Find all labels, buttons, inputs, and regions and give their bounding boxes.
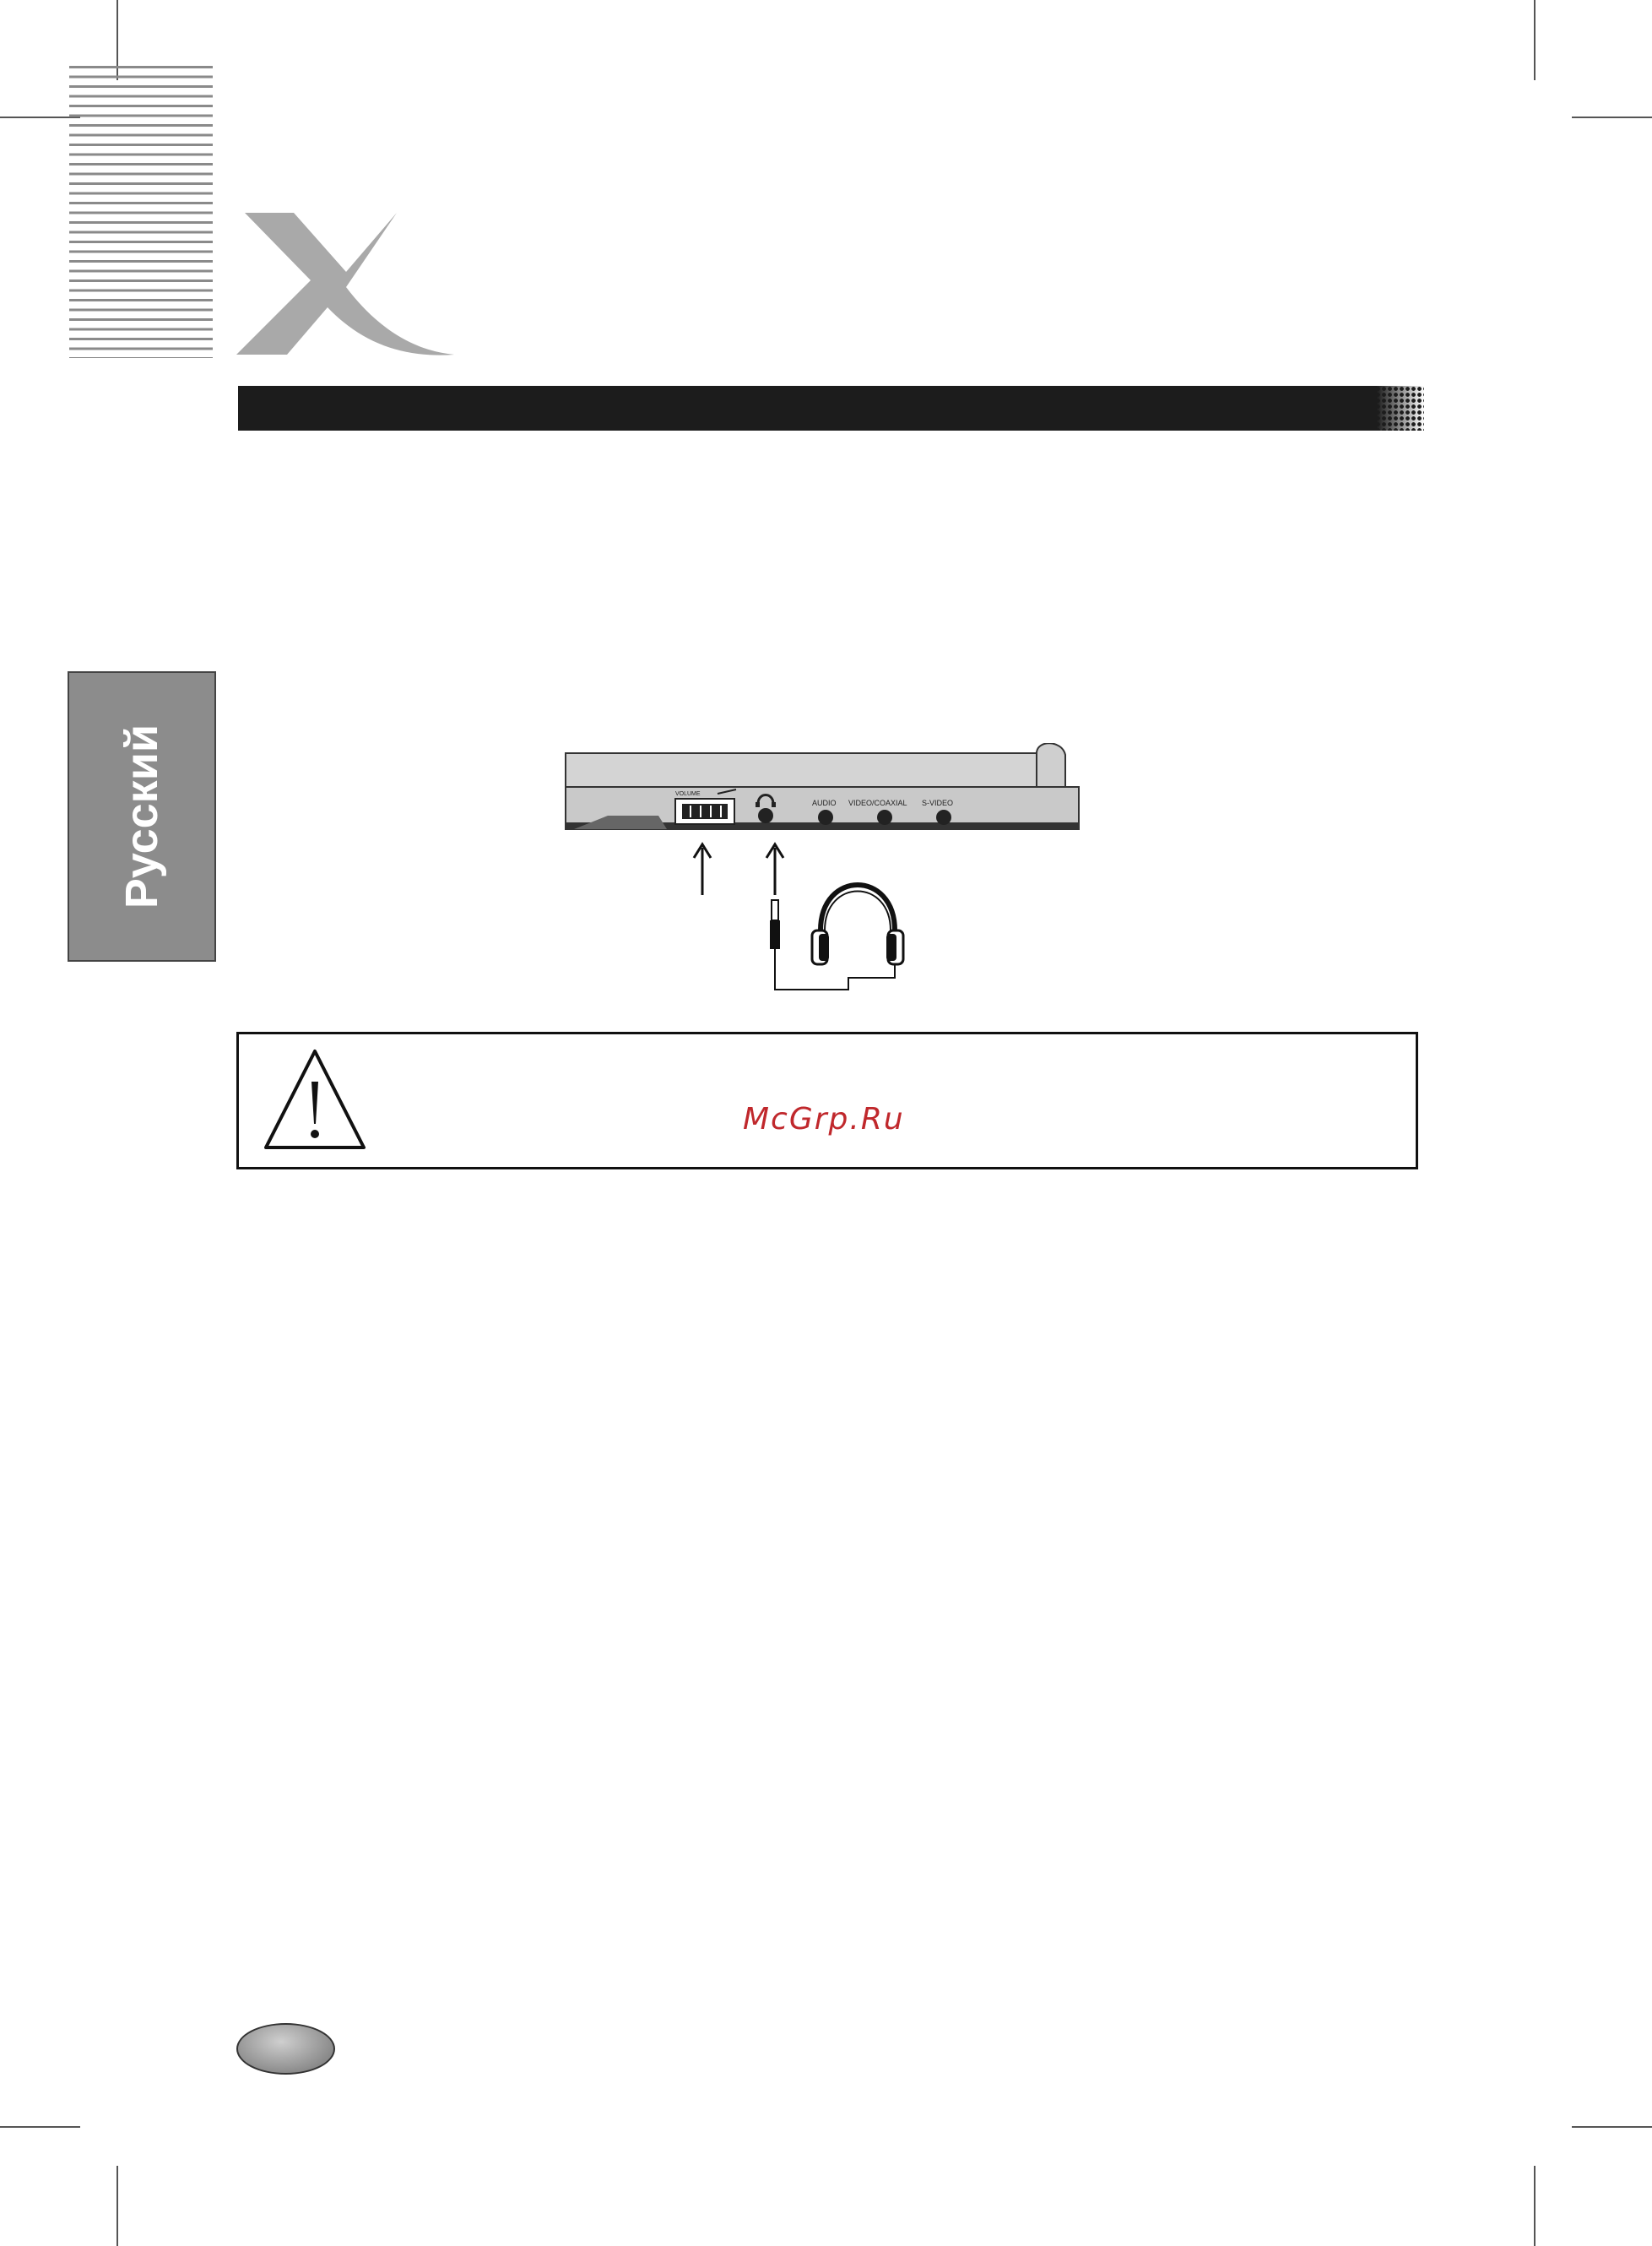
crop-mark [1534,0,1536,80]
language-tab-label: Русский [116,724,167,909]
crop-mark [116,2166,118,2246]
warning-triangle-icon [263,1046,367,1151]
dvd-player-side-view [566,743,1079,829]
language-tab [68,671,216,962]
header-bar-dots [1363,386,1424,431]
crop-mark [1572,117,1652,118]
watermark-text: McGrp.Ru [743,1102,905,1137]
crop-mark [0,117,80,118]
arrow-icon [694,844,711,895]
video-coaxial-label: VIDEO/COAXIAL [848,799,907,807]
brand-x-logo [236,209,456,360]
crop-mark [0,2126,80,2128]
section-header-bar [238,386,1424,431]
decorative-stripes [69,66,213,358]
volume-label: VOLUME [675,791,701,797]
crop-mark [1534,2166,1536,2246]
s-video-label: S-VIDEO [922,799,954,807]
page-number-badge [236,2023,335,2075]
headphones-icon [812,885,903,978]
arrow-icon [766,844,783,895]
headphone-connection-illustration [557,743,1081,1005]
audio-label: AUDIO [812,799,837,807]
crop-mark [1572,2126,1652,2128]
warning-box [236,1032,1418,1169]
